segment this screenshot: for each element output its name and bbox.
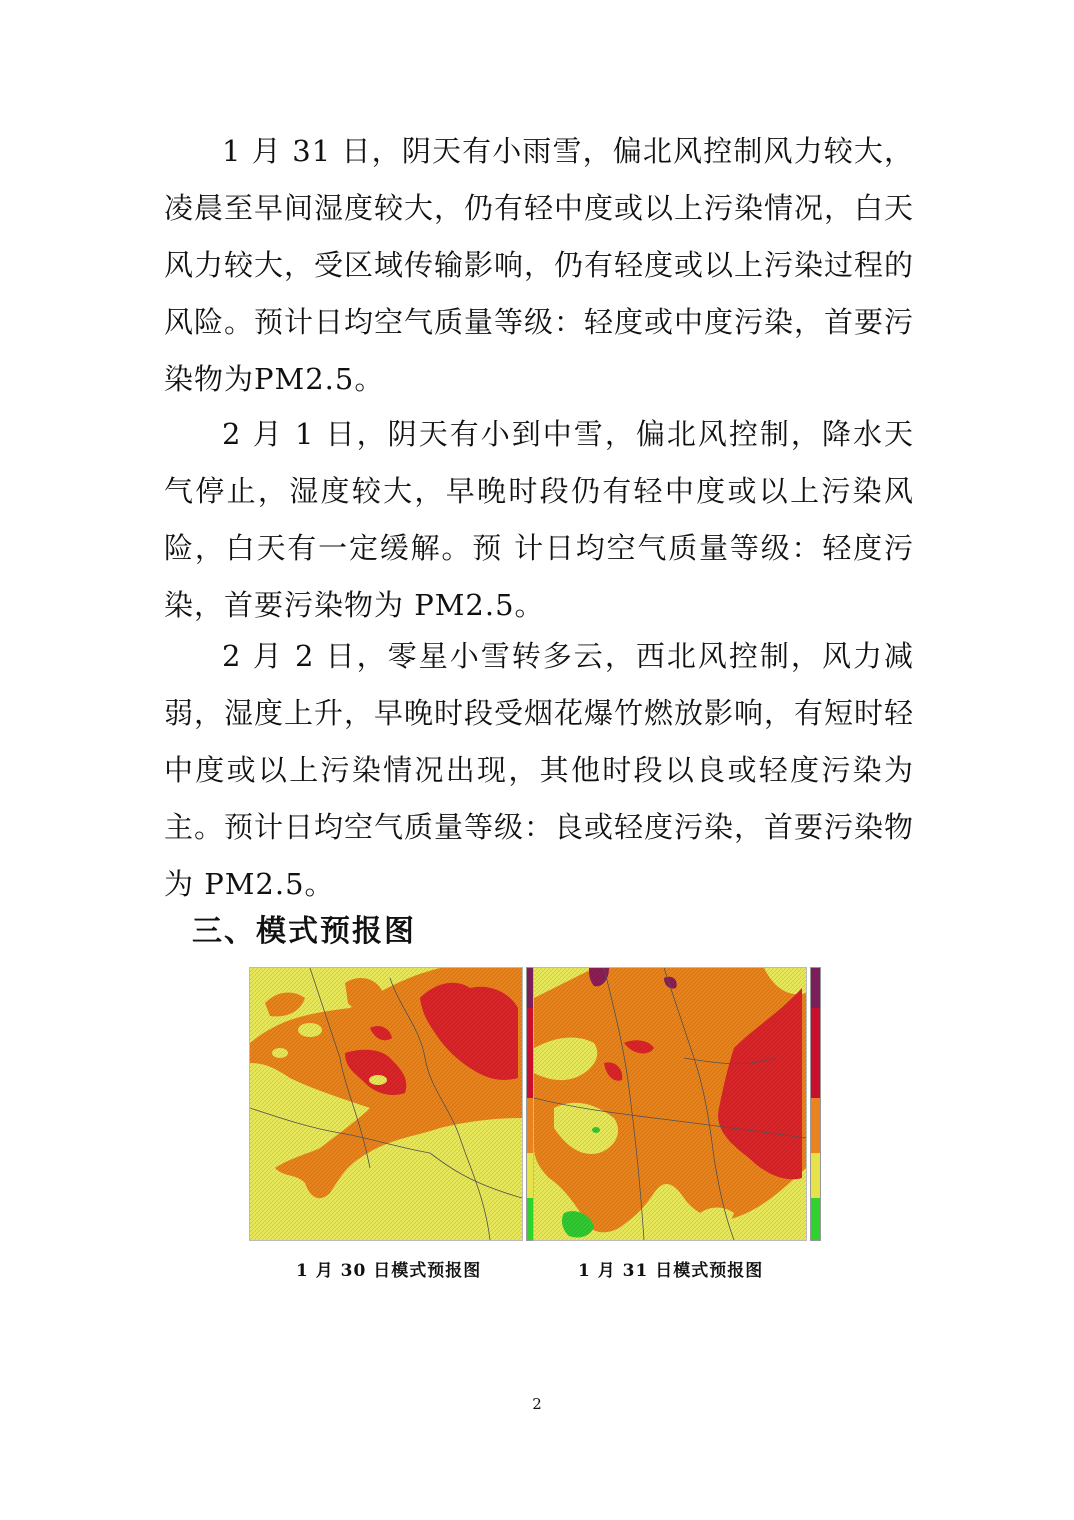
section-heading: 三、模式预报图 — [192, 914, 416, 949]
forecast-map-jan31-image — [534, 968, 806, 1240]
colorbar-jan31-swatches — [811, 968, 820, 1240]
paragraph-feb2: 2 月 2 日，零星小雪转多云，西北风控制，风力减弱，湿度上升，早晚时段受烟花爆竹燃放影响，有短时轻中度或以上污染情况出现，其他时段以良或轻度污染为主。预计日均空气质量等级：良或轻度污染，首要污染物为 PM2.5。 — [164, 639, 915, 901]
forecast-map-jan31 — [533, 967, 807, 1241]
page-number: 2 — [532, 1395, 542, 1413]
colorbar-jan31 — [810, 967, 821, 1241]
figure-caption-jan30: 1 月 30 日模式预报图 — [296, 1261, 482, 1281]
forecast-map-jan30-image — [250, 968, 522, 1240]
forecast-map-jan30 — [249, 967, 523, 1241]
paragraph-jan31: 1 月 31 日，阴天有小雨雪，偏北风控制风力较大，凌晨至早间湿度较大，仍有轻中度或以上污染情况，白天风力较大，受区域传输影响，仍有轻度或以上污染过程的风险。预计日均空气质量等级：轻度或中度污染，首要污染物为PM2.5。 — [164, 134, 915, 396]
figure-caption-jan31: 1 月 31 日模式预报图 — [578, 1261, 764, 1281]
paragraph-feb1: 2 月 1 日，阴天有小到中雪，偏北风控制，降水天气停止，湿度较大，早晚时段仍有轻中度或以上污染风险，白天有一定缓解。预 计日均空气质量等级：轻度污染，首要污染物为 PM2.5。 — [164, 417, 914, 622]
